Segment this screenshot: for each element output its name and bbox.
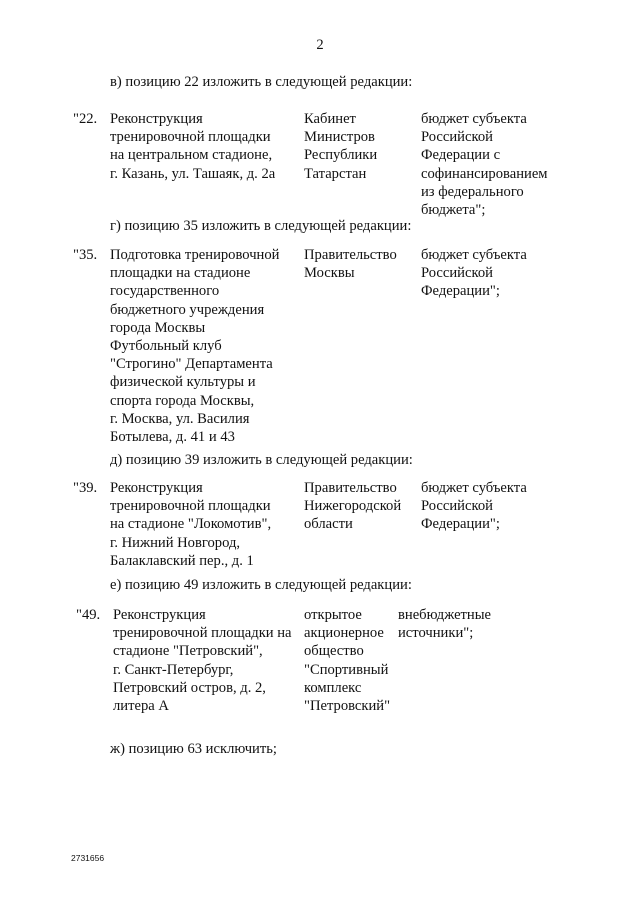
entry-39-description (110, 479, 271, 570)
entry-22-funding-line: бюджет субъекта (421, 111, 527, 127)
entry-22-funding-line: из федерального (421, 183, 524, 200)
entry-49-funding-line: источники"; (398, 625, 474, 642)
entry-22-description-line: на центральном стадионе, (110, 147, 273, 164)
entry-22-funding-line: софинансированием (421, 165, 548, 182)
entry-49-description-line: г. Санкт-Петербург, (113, 661, 234, 678)
entry-39-description-line: Балаклавский пер., д. 1 (110, 552, 254, 569)
entry-39-description-line: Реконструкция (110, 480, 203, 496)
entry-39-funding-line: бюджет субъекта (421, 480, 527, 496)
entry-number-49: "49. (76, 607, 101, 623)
entry-49-responsible-line: "Спортивный (304, 661, 389, 678)
entry-39-description-line: тренировочной площадки (110, 498, 271, 515)
entry-22-responsible (304, 110, 377, 183)
entry-22-description-line: г. Казань, ул. Ташаяк, д. 2а (110, 165, 276, 182)
entry-35-description-line: Футбольный клуб (110, 338, 222, 355)
entry-35-description-line: Подготовка тренировочной (110, 247, 280, 263)
entry-35-funding-line: Федерации"; (421, 283, 500, 300)
entry-22-responsible-line: Кабинет (304, 111, 356, 127)
instruction-position-63: ж) позицию 63 исключить; (110, 741, 277, 757)
entry-22-funding (421, 110, 548, 219)
entry-22-responsible-line: Министров (304, 129, 375, 146)
entry-49-responsible-line: "Петровский" (304, 698, 391, 715)
entry-22-description-line: Реконструкция (110, 111, 203, 127)
entry-49-responsible-line: акционерное (304, 625, 384, 642)
entry-39-description-line: на стадионе "Локомотив", (110, 516, 272, 533)
entry-35-responsible-line: Правительство (304, 247, 397, 263)
entry-35-description-line: города Москвы (110, 319, 206, 336)
instruction-position-49: е) позицию 49 изложить в следующей редакции: (110, 577, 412, 593)
entry-22-responsible-line: Республики (304, 147, 378, 164)
entry-39-funding-line: Российской (421, 498, 493, 515)
entry-49-funding (398, 606, 491, 642)
entry-49-description-line: тренировочной площадки на (113, 625, 292, 642)
entry-22-responsible-line: Татарстан (304, 165, 367, 182)
entry-49-description-line: Реконструкция (113, 607, 206, 623)
entry-39-responsible-line: Нижегородской (304, 498, 402, 515)
entry-49-responsible-line: комплекс (304, 679, 362, 696)
entry-39-funding-line: Федерации"; (421, 516, 500, 533)
entry-35-funding-line: Российской (421, 265, 493, 282)
entry-35-description-line: Ботылева, д. 41 и 43 (110, 429, 235, 446)
document-id: 2731656 (71, 853, 105, 863)
entry-49-description (113, 606, 292, 715)
entry-39-description-line: г. Нижний Новгород, (110, 534, 241, 551)
entry-number-22: "22. (73, 111, 98, 127)
entry-49-responsible-line: общество (304, 643, 364, 660)
entry-35-funding (421, 246, 527, 301)
entry-49-description-line: стадионе "Петровский", (113, 643, 263, 660)
entry-39-responsible-line: Правительство (304, 480, 397, 496)
entry-39-responsible-line: области (304, 516, 353, 533)
instruction-position-22: в) позицию 22 изложить в следующей редакции: (110, 74, 413, 90)
entry-35-description-line: физической культуры и (110, 374, 256, 391)
entry-49-responsible (304, 606, 390, 715)
entry-22-description-line: тренировочной площадки (110, 129, 271, 146)
instruction-position-35: г) позицию 35 изложить в следующей редакции: (110, 218, 412, 234)
entry-35-description-line: государственного (110, 283, 220, 300)
entry-49-responsible-line: открытое (304, 607, 362, 623)
entry-39-responsible (304, 479, 401, 534)
entry-number-35: "35. (73, 247, 98, 263)
entry-35-description-line: "Строгино" Департамента (110, 356, 273, 373)
entry-22-funding-line: Федерации с (421, 147, 501, 164)
entry-35-description-line: г. Москва, ул. Василия (110, 410, 250, 427)
entry-35-description-line: площадки на стадионе (110, 265, 251, 282)
page-number: 2 (316, 37, 324, 53)
entry-35-funding-line: бюджет субъекта (421, 247, 527, 263)
entry-35-responsible-line: Москвы (304, 265, 355, 282)
instruction-position-39: д) позицию 39 изложить в следующей редакции: (110, 452, 413, 468)
entry-49-description-line: Петровский остров, д. 2, (113, 679, 266, 696)
entry-49-funding-line: внебюджетные (398, 607, 492, 623)
entry-22-description (110, 110, 275, 183)
entry-35-description (110, 246, 279, 446)
entry-number-39: "39. (73, 480, 98, 496)
entry-22-funding-line: бюджета"; (421, 202, 486, 219)
entry-35-description-line: спорта города Москвы, (110, 392, 255, 409)
entry-35-description-line: бюджетного учреждения (110, 301, 265, 318)
entry-39-funding (421, 479, 527, 534)
entry-35-responsible (304, 246, 397, 282)
entry-22-funding-line: Российской (421, 129, 493, 146)
entry-49-description-line: литера А (113, 698, 169, 715)
